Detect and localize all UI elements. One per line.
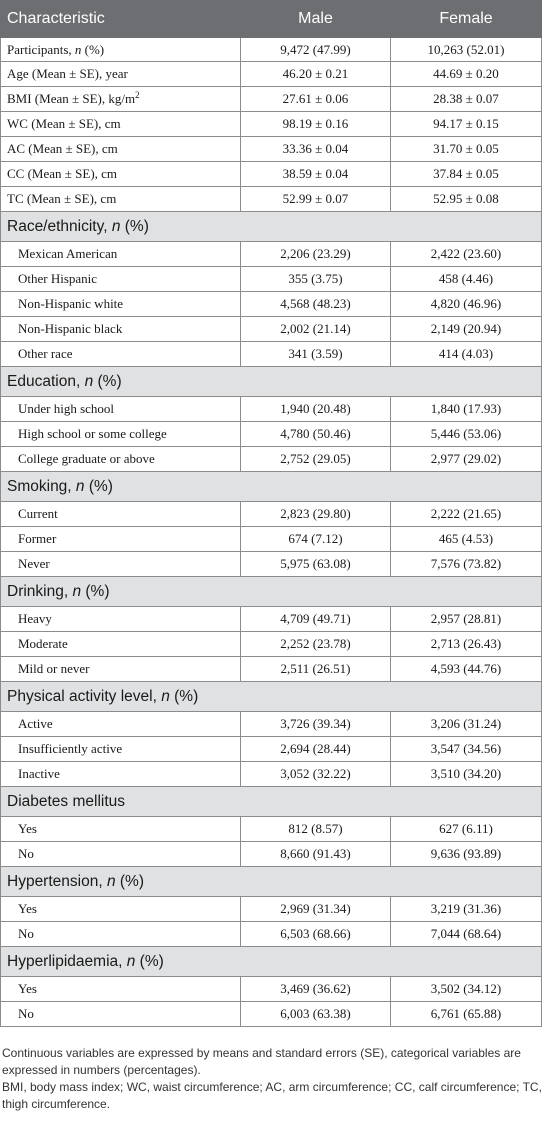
table-row: [1, 187, 542, 212]
female-value: 37.84 ± 0.05: [391, 162, 542, 187]
row-label: No: [1, 842, 241, 867]
male-value: 2,752 (29.05): [241, 447, 391, 472]
male-value: 3,726 (39.34): [241, 712, 391, 737]
row-label: Mild or never: [1, 657, 241, 682]
table-row: [1, 242, 542, 267]
row-label: Former: [1, 527, 241, 552]
female-value: 3,206 (31.24): [391, 712, 542, 737]
row-label: [1, 38, 241, 62]
label-suffix: (%): [93, 372, 122, 390]
label-text: Smoking,: [7, 477, 76, 495]
table-row: [1, 112, 542, 137]
female-value: 3,547 (34.56): [391, 737, 542, 762]
row-label: Active: [1, 712, 241, 737]
male-value: 1,940 (20.48): [241, 397, 391, 422]
row-label: Non-Hispanic white: [1, 292, 241, 317]
label-text: Education,: [7, 372, 85, 390]
label-text: WC (Mean ± SE), cm: [7, 116, 121, 131]
row-label: Other Hispanic: [1, 267, 241, 292]
row-label: Yes: [1, 977, 241, 1002]
female-value: 3,510 (34.20): [391, 762, 542, 787]
section-title: [1, 577, 542, 607]
male-value: 2,002 (21.14): [241, 317, 391, 342]
male-value: 2,206 (23.29): [241, 242, 391, 267]
row-label: Current: [1, 502, 241, 527]
row-label: Non-Hispanic black: [1, 317, 241, 342]
section-header-row: [1, 212, 542, 242]
row-label: [1, 87, 241, 112]
label-text: CC (Mean ± SE), cm: [7, 166, 118, 181]
section-header-row: [1, 472, 542, 502]
male-value: 3,469 (36.62): [241, 977, 391, 1002]
row-label: Yes: [1, 817, 241, 842]
female-value: 627 (6.11): [391, 817, 542, 842]
male-value: 812 (8.57): [241, 817, 391, 842]
row-label: Under high school: [1, 397, 241, 422]
female-value: 3,502 (34.12): [391, 977, 542, 1002]
table-row: [1, 737, 542, 762]
label-italic: n: [106, 872, 116, 890]
female-value: 2,222 (21.65): [391, 502, 542, 527]
table-row: [1, 502, 542, 527]
male-value: 6,003 (63.38): [241, 1002, 391, 1027]
label-italic: n: [126, 952, 136, 970]
section-title: [1, 867, 542, 897]
header-female: Female: [391, 1, 542, 38]
label-italic: n: [111, 217, 121, 235]
label-text: Hyperlipidaemia,: [7, 952, 127, 970]
section-header-row: [1, 682, 542, 712]
female-value: 6,761 (65.88): [391, 1002, 542, 1027]
female-value: 4,820 (46.96): [391, 292, 542, 317]
table-row: [1, 977, 542, 1002]
row-label: College graduate or above: [1, 447, 241, 472]
table-row: [1, 397, 542, 422]
section-header-row: [1, 367, 542, 397]
label-text: Race/ethnicity,: [7, 217, 112, 235]
female-value: 2,713 (26.43): [391, 632, 542, 657]
table-body: [1, 38, 542, 1027]
label-suffix: (%): [169, 687, 199, 705]
male-value: 2,511 (26.51): [241, 657, 391, 682]
female-value: 9,636 (93.89): [391, 842, 542, 867]
male-value: 98.19 ± 0.16: [241, 112, 391, 137]
row-label: Heavy: [1, 607, 241, 632]
label-text: Physical activity level,: [7, 687, 162, 705]
row-label: [1, 62, 241, 87]
female-value: 414 (4.03): [391, 342, 542, 367]
female-value: 458 (4.46): [391, 267, 542, 292]
row-label: Other race: [1, 342, 241, 367]
male-value: 4,709 (49.71): [241, 607, 391, 632]
row-label: [1, 112, 241, 137]
table-row: [1, 62, 542, 87]
row-label: [1, 162, 241, 187]
label-suffix: (%): [120, 217, 149, 235]
label-text: Hypertension,: [7, 872, 107, 890]
row-label: Yes: [1, 897, 241, 922]
male-value: 38.59 ± 0.04: [241, 162, 391, 187]
male-value: 2,969 (31.34): [241, 897, 391, 922]
row-label: Never: [1, 552, 241, 577]
label-suffix: (%): [81, 582, 110, 600]
female-value: 2,422 (23.60): [391, 242, 542, 267]
label-italic: n: [72, 582, 82, 600]
label-text: Age (Mean ± SE), year: [7, 66, 128, 81]
female-value: 7,576 (73.82): [391, 552, 542, 577]
male-value: 4,568 (48.23): [241, 292, 391, 317]
female-value: 94.17 ± 0.15: [391, 112, 542, 137]
row-label: High school or some college: [1, 422, 241, 447]
table-row: [1, 1002, 542, 1027]
male-value: 9,472 (47.99): [241, 38, 391, 62]
section-title: [1, 787, 542, 817]
label-text: Participants,: [7, 41, 75, 57]
section-header-row: [1, 787, 542, 817]
label-text: Diabetes mellitus: [7, 792, 126, 810]
label-text: TC (Mean ± SE), cm: [7, 191, 117, 206]
female-value: 2,977 (29.02): [391, 447, 542, 472]
female-value: 2,149 (20.94): [391, 317, 542, 342]
female-value: 1,840 (17.93): [391, 397, 542, 422]
label-suffix: (%): [84, 477, 113, 495]
table-row: [1, 657, 542, 682]
label-italic: n: [161, 687, 170, 705]
row-label: No: [1, 922, 241, 947]
table-row: [1, 447, 542, 472]
header-male: Male: [241, 1, 391, 38]
section-title: [1, 367, 542, 397]
female-value: 28.38 ± 0.07: [391, 87, 542, 112]
male-value: 2,823 (29.80): [241, 502, 391, 527]
label-text: BMI (Mean ± SE), kg/m: [7, 91, 136, 106]
male-value: 2,694 (28.44): [241, 737, 391, 762]
row-label: Inactive: [1, 762, 241, 787]
female-value: 3,219 (31.36): [391, 897, 542, 922]
section-title: [1, 947, 542, 977]
label-text: AC (Mean ± SE), cm: [7, 141, 118, 156]
label-suffix: (%): [115, 872, 144, 890]
male-value: 5,975 (63.08): [241, 552, 391, 577]
table-row: [1, 817, 542, 842]
table-row: [1, 762, 542, 787]
table-row: [1, 38, 542, 62]
female-value: 52.95 ± 0.08: [391, 187, 542, 212]
table-row: [1, 842, 542, 867]
label-superscript: 2: [135, 90, 140, 100]
section-title: [1, 212, 542, 242]
female-value: 2,957 (28.81): [391, 607, 542, 632]
table-footnotes: [2, 1045, 542, 1113]
male-value: 3,052 (32.22): [241, 762, 391, 787]
female-value: 5,446 (53.06): [391, 422, 542, 447]
male-value: 2,252 (23.78): [241, 632, 391, 657]
table-row: [1, 87, 542, 112]
male-value: 33.36 ± 0.04: [241, 137, 391, 162]
table-row: [1, 342, 542, 367]
table-row: [1, 267, 542, 292]
male-value: 27.61 ± 0.06: [241, 87, 391, 112]
footnote: BMI, body mass index; WC, waist circumference; AC, arm circumference; CC, calf circumference; TC, thigh circumference.: [2, 1080, 542, 1111]
section-header-row: [1, 867, 542, 897]
male-value: 341 (3.59): [241, 342, 391, 367]
male-value: 6,503 (68.66): [241, 922, 391, 947]
footnote: Continuous variables are expressed by means and standard errors (SE), categorical variables are expressed in numbers (percentages).: [2, 1046, 521, 1077]
male-value: 4,780 (50.46): [241, 422, 391, 447]
female-value: 44.69 ± 0.20: [391, 62, 542, 87]
table-row: [1, 292, 542, 317]
label-italic: n: [84, 372, 94, 390]
row-label: Insufficiently active: [1, 737, 241, 762]
section-header-row: [1, 947, 542, 977]
section-title: [1, 682, 542, 712]
male-value: 46.20 ± 0.21: [241, 62, 391, 87]
table-row: [1, 422, 542, 447]
male-value: 674 (7.12): [241, 527, 391, 552]
header-row: [1, 1, 542, 38]
section-header-row: [1, 577, 542, 607]
table-row: [1, 317, 542, 342]
table-row: [1, 137, 542, 162]
female-value: 31.70 ± 0.05: [391, 137, 542, 162]
row-label: [1, 137, 241, 162]
female-value: 465 (4.53): [391, 527, 542, 552]
label-suffix: (%): [135, 952, 164, 970]
table-row: [1, 527, 542, 552]
female-value: 4,593 (44.76): [391, 657, 542, 682]
label-italic: n: [75, 477, 85, 495]
label-suffix: (%): [81, 41, 105, 57]
row-label: Moderate: [1, 632, 241, 657]
header-characteristic: Characteristic: [1, 1, 241, 38]
table-row: [1, 632, 542, 657]
female-value: 10,263 (52.01): [391, 38, 542, 62]
table-row: [1, 922, 542, 947]
table-row: [1, 712, 542, 737]
table-row: [1, 552, 542, 577]
table-row: [1, 607, 542, 632]
row-label: Mexican American: [1, 242, 241, 267]
section-title: [1, 472, 542, 502]
label-italic: n: [74, 41, 82, 57]
row-label: No: [1, 1002, 241, 1027]
female-value: 7,044 (68.64): [391, 922, 542, 947]
row-label: [1, 187, 241, 212]
male-value: 355 (3.75): [241, 267, 391, 292]
table-row: [1, 897, 542, 922]
label-text: Drinking,: [7, 582, 73, 600]
male-value: 52.99 ± 0.07: [241, 187, 391, 212]
male-value: 8,660 (91.43): [241, 842, 391, 867]
table-row: [1, 162, 542, 187]
